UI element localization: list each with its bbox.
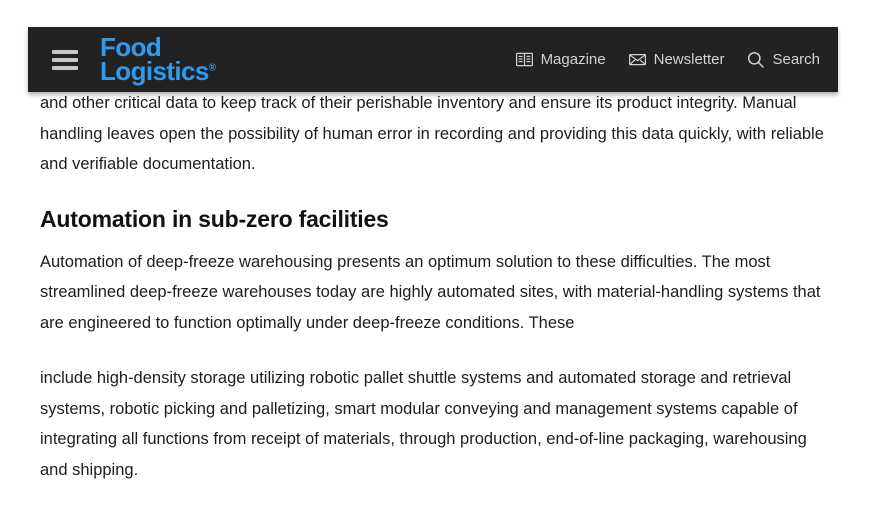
article-paragraph-1: and other critical data to keep track of their perishable inventory and ensure its product integrity. Manual handling leaves open the possibility of human error in recording and providing this data quickly, with reliable and verifiable documentation. [40, 94, 824, 173]
article-section-heading: Automation in sub-zero facilities [40, 205, 389, 232]
envelope-icon [628, 50, 647, 69]
hamburger-bar [52, 50, 78, 54]
registered-trademark-icon: ® [208, 61, 217, 73]
header-navigation [515, 50, 820, 69]
site-logo-line-two [100, 55, 217, 86]
article-paragraph-3: include high-density storage utilizing robotic pallet shuttle systems and automated storage and retrieval systems, robotic picking and palletizing, smart modular conveying and management systems capable of integrating all functions from receipt of materials, through production, end-of-line packaging, warehousing and shipping. [40, 369, 807, 479]
hamburger-bar [52, 66, 78, 70]
hamburger-menu-icon[interactable] [42, 50, 88, 70]
nav-item-search-label: Search [772, 51, 820, 68]
nav-item-magazine[interactable] [515, 50, 606, 69]
magazine-book-icon [515, 50, 534, 69]
paragraph-spacer [40, 338, 830, 363]
site-header [28, 27, 838, 92]
hamburger-bar [52, 58, 78, 62]
article-paragraph-2: Automation of deep-freeze warehousing presents an optimum solution to these difficulties. The most streamlined deep-freeze warehouses today are highly automated sites, with material-handling systems that are engineered to function optimally under deep-freeze conditions. These [40, 252, 821, 332]
nav-item-search[interactable] [746, 50, 820, 69]
site-logo[interactable] [100, 31, 217, 86]
site-logo-wordmark: Logistics [100, 55, 209, 86]
nav-item-newsletter-label: Newsletter [653, 51, 725, 68]
nav-item-magazine-label: Magazine [540, 51, 606, 68]
nav-item-newsletter[interactable] [628, 50, 725, 69]
search-icon [746, 50, 765, 69]
site-logo-line-one: Food [100, 31, 162, 62]
